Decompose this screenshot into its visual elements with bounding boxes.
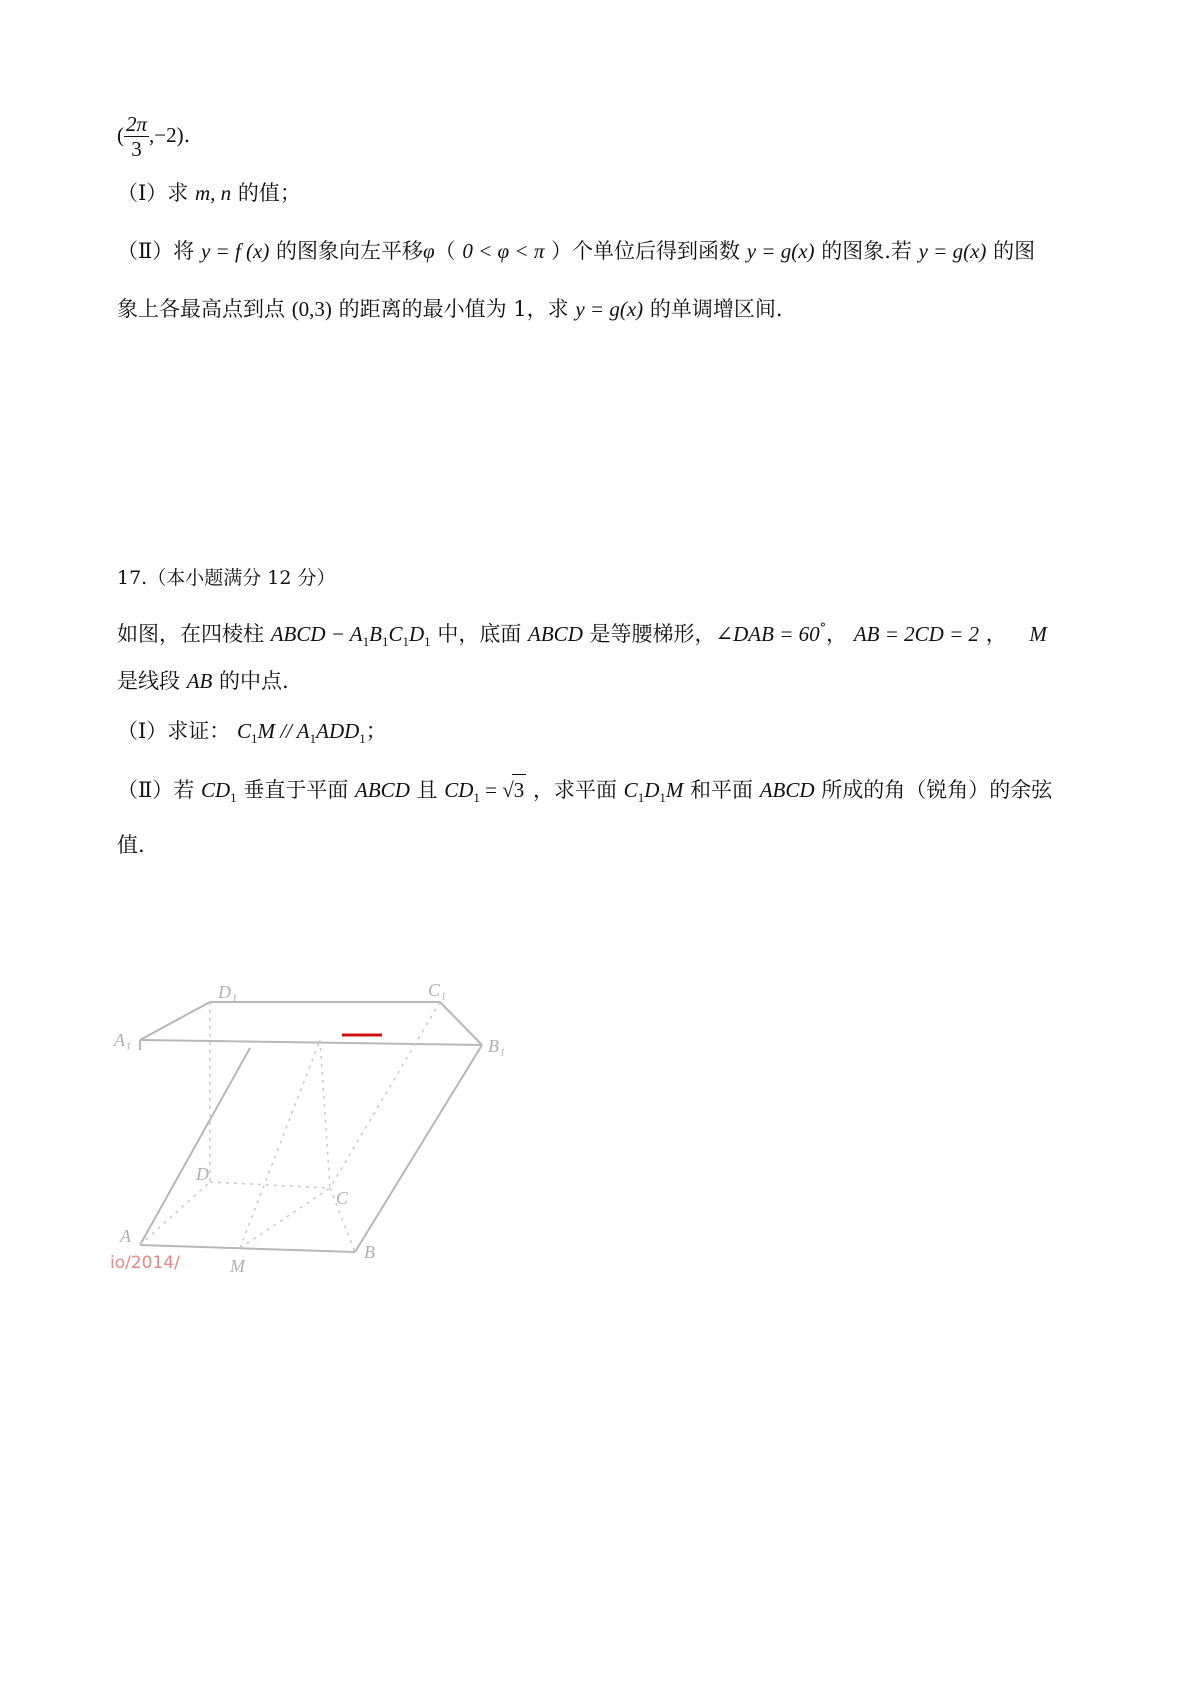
label-a: A	[120, 1226, 131, 1246]
q17-part2-line1: （Ⅱ）若 $CD_1$ 垂直于平面 ABCD 且 $CD_1 = √3$ ，求平面 $C_1D_1M$ 和平面 ABCD 所成的角（锐角）的余弦	[117, 774, 1052, 813]
label-b1: B₁	[488, 1036, 506, 1056]
edge-c1-b1	[440, 1002, 482, 1045]
q17-stem-line2: 是线段 AB 的中点.	[117, 669, 289, 693]
hidden-c-c1	[330, 1002, 440, 1188]
label-m: M	[230, 1256, 245, 1276]
watermark-text: io/2014/	[110, 1253, 180, 1273]
q17-header: 17.（本小题满分 12 分）	[117, 567, 336, 589]
label-a1: A₁	[114, 1030, 132, 1050]
label-c: C	[336, 1188, 349, 1208]
q16-part2-line1: （Ⅱ）将 y = f (x) 的图象向左平移φ（ 0 < φ < π ）个单位后得到函数 y = g(x) 的图象.若 y = g(x) 的图	[117, 239, 1036, 263]
q16-part2-line2: 象上各最高点到点 (0,3) 的距离的最小值为 1，求 y = g(x) 的单调增区间.	[117, 297, 783, 321]
edge-a1-d1	[140, 1002, 210, 1040]
prism-figure	[110, 940, 540, 1300]
edge-a-b	[140, 1245, 355, 1252]
hidden-m-c1	[240, 1040, 320, 1248]
hidden-d-c	[210, 1182, 330, 1188]
fraction: $\frac{2\pi}{3}$	[126, 112, 148, 161]
hidden-m-c	[240, 1188, 330, 1248]
point-fragment: ( $\frac{2\pi}{3}$ ,−2).	[117, 112, 191, 161]
hidden-edges	[140, 1002, 440, 1252]
label-d: D	[196, 1164, 209, 1184]
edge-b-b1	[355, 1045, 482, 1252]
hidden-c-d1-proj	[320, 1040, 330, 1188]
label-c1: C₁	[428, 980, 447, 1000]
prism-edges	[140, 1002, 482, 1252]
q17-stem-line1: 如图，在四棱柱 ABCD − $A_1B_1C_1D_1$ 中，底面 ABCD 是等腰梯形，∠DAB = 60°， AB = 2CD = 2 ， M	[117, 621, 1047, 649]
edge-a1-b1	[140, 1040, 482, 1045]
hidden-a-d	[140, 1182, 210, 1245]
q16-part1: （Ⅰ）求 m, n 的值；	[117, 181, 301, 205]
label-b: B	[364, 1242, 375, 1262]
edge-a-a1	[140, 1048, 250, 1245]
q17-part2-line2: 值.	[117, 833, 145, 857]
label-d1: D₁	[218, 982, 238, 1002]
q17-part1: （Ⅰ）求证： $C_1M // A_1ADD_1$；	[117, 719, 387, 746]
